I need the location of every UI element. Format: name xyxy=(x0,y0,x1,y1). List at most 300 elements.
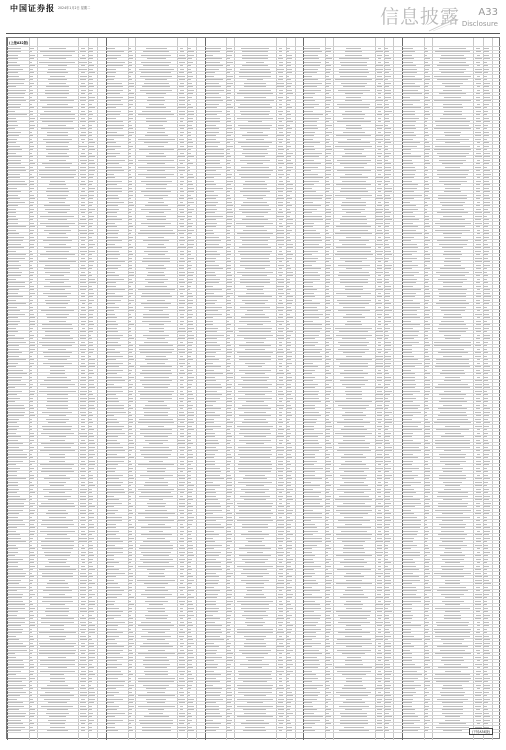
table-cell-text xyxy=(445,583,460,584)
table-cell-text xyxy=(107,58,117,59)
table-cell-text xyxy=(476,191,480,192)
table-cell-text xyxy=(278,146,283,147)
table-cell-text xyxy=(129,55,134,56)
table-cell-text xyxy=(129,590,132,591)
table-cell-text xyxy=(439,478,465,479)
table-cell-text xyxy=(326,230,328,231)
table-cell-text xyxy=(326,153,331,154)
table-cell-text xyxy=(377,412,382,413)
table-cell-text xyxy=(326,62,329,63)
table-cell-text xyxy=(385,625,390,626)
table-cell-text xyxy=(279,107,282,108)
table-cell-text xyxy=(44,247,70,248)
table-cell-text xyxy=(425,422,430,423)
table-cell-text xyxy=(425,86,428,87)
table-cell-text xyxy=(385,566,388,567)
table-cell-text xyxy=(484,594,489,595)
table-cell-text xyxy=(304,48,319,49)
table-cell-text xyxy=(30,727,33,728)
table-cell-text xyxy=(107,345,121,346)
table-cell-text xyxy=(227,650,231,651)
table-cell-text xyxy=(227,104,231,105)
table-cell-text xyxy=(376,356,383,357)
table-cell-text xyxy=(440,373,465,374)
table-cell-text xyxy=(237,685,274,686)
table-cell-text xyxy=(107,587,120,588)
table-cell-text xyxy=(30,107,34,108)
table-cell-text xyxy=(385,86,388,87)
table-cell-text xyxy=(179,279,184,280)
table-row xyxy=(7,617,501,618)
table-cell-text xyxy=(279,209,282,210)
table-cell-text xyxy=(138,167,175,168)
table-cell-text xyxy=(80,692,87,693)
table-cell-text xyxy=(237,426,274,427)
table-cell-text xyxy=(180,342,183,343)
table-cell-text xyxy=(45,90,69,91)
table-cell-text xyxy=(89,142,95,143)
table-cell-text xyxy=(30,111,33,112)
table-row xyxy=(7,221,501,222)
table-cell-text xyxy=(180,433,184,434)
table-cell-text xyxy=(227,559,231,560)
table-cell-text xyxy=(41,622,74,623)
table-cell-text xyxy=(245,303,266,304)
table-cell-text xyxy=(129,387,132,388)
table-cell-text xyxy=(89,191,94,192)
table-cell-text xyxy=(227,352,232,353)
table-cell-text xyxy=(304,597,322,598)
table-cell-text xyxy=(378,286,382,287)
table-cell-text xyxy=(179,660,185,661)
table-row xyxy=(7,701,501,702)
table-cell-text xyxy=(438,384,468,385)
table-row xyxy=(7,319,501,320)
table-cell-text xyxy=(8,331,18,332)
table-cell-text xyxy=(326,356,329,357)
table-cell-text xyxy=(378,93,382,94)
table-cell-text xyxy=(476,153,481,154)
table-cell-text xyxy=(188,142,193,143)
table-cell-text xyxy=(179,328,185,329)
table-cell-text xyxy=(227,251,231,252)
table-cell-text xyxy=(326,268,330,269)
table-cell-text xyxy=(344,419,363,420)
table-cell-text xyxy=(378,601,382,602)
table-cell-text xyxy=(42,324,72,325)
table-cell-text xyxy=(304,174,317,175)
table-row xyxy=(7,676,501,677)
table-cell-text xyxy=(484,142,489,143)
table-cell-text xyxy=(304,310,318,311)
table-cell-text xyxy=(475,272,482,273)
table-cell-text xyxy=(287,293,290,294)
table-cell-text xyxy=(484,520,487,521)
table-cell-text xyxy=(425,433,430,434)
table-cell-text xyxy=(425,142,429,143)
table-cell-text xyxy=(107,51,124,52)
table-cell-text xyxy=(475,240,481,241)
table-cell-text xyxy=(227,562,232,563)
table-cell-text xyxy=(143,447,169,448)
table-cell-text xyxy=(227,219,231,220)
table-cell-text xyxy=(385,394,389,395)
table-cell-text xyxy=(206,562,221,563)
table-cell-text xyxy=(81,601,86,602)
table-cell-text xyxy=(188,156,194,157)
table-cell-text xyxy=(227,597,231,598)
table-cell-text xyxy=(304,338,314,339)
table-cell-text xyxy=(206,366,221,367)
table-cell-text xyxy=(385,373,388,374)
table-cell-text xyxy=(304,293,313,294)
table-cell-text xyxy=(188,384,192,385)
table-cell-text xyxy=(475,573,481,574)
table-cell-text xyxy=(180,573,183,574)
table-cell-text xyxy=(278,702,283,703)
table-cell-text xyxy=(129,65,133,66)
table-cell-text xyxy=(227,331,233,332)
table-cell-text xyxy=(377,625,382,626)
table-cell-text xyxy=(30,198,35,199)
table-cell-text xyxy=(278,727,283,728)
table-cell-text xyxy=(345,55,362,56)
table-cell-text xyxy=(227,160,231,161)
table-cell-text xyxy=(241,608,270,609)
table-cell-text xyxy=(48,499,66,500)
table-row xyxy=(7,403,501,404)
table-cell-text xyxy=(240,128,269,129)
table-cell-text xyxy=(89,272,91,273)
table-cell-text xyxy=(278,79,283,80)
table-cell-text xyxy=(385,149,388,150)
table-cell-text xyxy=(80,590,85,591)
table-row xyxy=(7,263,501,264)
table-cell-text xyxy=(403,636,413,637)
table-cell-text xyxy=(484,303,489,304)
table-cell-text xyxy=(339,58,369,59)
table-cell-text xyxy=(206,258,216,259)
table-cell-text xyxy=(278,482,284,483)
table-cell-text xyxy=(206,72,215,73)
table-cell-text xyxy=(80,300,85,301)
table-cell-text xyxy=(475,345,481,346)
table-cell-text xyxy=(107,548,123,549)
table-cell-text xyxy=(403,174,415,175)
table-row xyxy=(7,228,501,229)
table-cell-text xyxy=(138,391,174,392)
table-cell-text xyxy=(206,419,215,420)
table-cell-text xyxy=(8,552,18,553)
table-cell-text xyxy=(304,660,319,661)
table-cell-text xyxy=(129,394,133,395)
table-cell-text xyxy=(304,587,311,588)
table-cell-text xyxy=(287,569,293,570)
table-cell-text xyxy=(80,580,87,581)
table-cell-text xyxy=(287,300,293,301)
table-cell-text xyxy=(442,569,463,570)
table-cell-text xyxy=(89,706,92,707)
table-cell-text xyxy=(206,615,213,616)
table-cell-text xyxy=(241,205,269,206)
table-cell-text xyxy=(180,65,183,66)
table-cell-text xyxy=(287,191,293,192)
table-cell-text xyxy=(107,590,125,591)
table-cell-text xyxy=(403,156,421,157)
table-cell-text xyxy=(326,496,330,497)
table-cell-text xyxy=(438,534,467,535)
table-cell-text xyxy=(30,125,35,126)
table-cell-text xyxy=(30,531,35,532)
table-cell-text xyxy=(287,527,291,528)
table-cell-text xyxy=(484,370,490,371)
table-cell-text xyxy=(326,643,330,644)
table-cell-text xyxy=(188,457,193,458)
table-cell-text xyxy=(240,111,271,112)
table-cell-text xyxy=(237,118,272,119)
table-cell-text xyxy=(376,79,383,80)
table-cell-text xyxy=(107,657,123,658)
table-cell-text xyxy=(304,216,321,217)
table-cell-text xyxy=(336,510,372,511)
table-cell-text xyxy=(49,594,65,595)
table-cell-text xyxy=(179,636,184,637)
table-row xyxy=(7,148,501,149)
table-cell-text xyxy=(206,601,216,602)
table-cell-text xyxy=(227,639,229,640)
table-cell-text xyxy=(304,132,315,133)
table-cell-text xyxy=(304,104,318,105)
table-cell-text xyxy=(89,394,93,395)
table-cell-text xyxy=(477,76,480,77)
table-cell-text xyxy=(326,146,331,147)
table-cell-text xyxy=(484,604,487,605)
table-cell-text xyxy=(48,296,68,297)
table-cell-text xyxy=(425,279,429,280)
table-cell-text xyxy=(476,188,480,189)
table-cell-text xyxy=(326,506,330,507)
table-cell-text xyxy=(140,429,172,430)
table-cell-text xyxy=(44,230,72,231)
table-cell-text xyxy=(8,720,21,721)
table-cell-text xyxy=(385,104,388,105)
table-cell-text xyxy=(475,167,481,168)
table-cell-text xyxy=(107,184,117,185)
table-cell-text xyxy=(30,384,33,385)
table-row xyxy=(7,505,501,506)
table-cell-text xyxy=(180,706,183,707)
table-cell-text xyxy=(345,93,363,94)
table-cell-text xyxy=(484,223,489,224)
table-cell-text xyxy=(227,443,230,444)
table-cell-text xyxy=(89,594,95,595)
table-cell-text xyxy=(129,219,133,220)
table-cell-text xyxy=(385,139,390,140)
table-row xyxy=(7,470,501,471)
table-cell-text xyxy=(340,720,368,721)
table-cell-text xyxy=(444,380,460,381)
table-cell-text xyxy=(343,317,365,318)
table-cell-text xyxy=(8,296,23,297)
table-cell-text xyxy=(107,576,116,577)
table-cell-text xyxy=(287,433,291,434)
table-cell-text xyxy=(227,618,229,619)
table-cell-text xyxy=(484,349,487,350)
table-cell-text xyxy=(30,170,34,171)
table-cell-text xyxy=(227,153,230,154)
table-cell-text xyxy=(237,170,273,171)
table-cell-text xyxy=(227,338,230,339)
table-cell-text xyxy=(403,261,411,262)
table-cell-text xyxy=(476,398,480,399)
table-row xyxy=(7,256,501,257)
table-cell-text xyxy=(439,300,466,301)
table-cell-text xyxy=(385,503,391,504)
table-cell-text xyxy=(385,72,389,73)
table-cell-text xyxy=(304,107,313,108)
table-cell-text xyxy=(129,125,133,126)
table-cell-text xyxy=(287,97,290,98)
table-cell-text xyxy=(227,611,232,612)
table-cell-text xyxy=(227,496,231,497)
table-cell-text xyxy=(206,233,214,234)
table-cell-text xyxy=(80,408,87,409)
table-cell-text xyxy=(484,622,489,623)
table-cell-text xyxy=(484,436,487,437)
table-cell-text xyxy=(179,615,185,616)
table-cell-text xyxy=(107,678,118,679)
table-cell-text xyxy=(376,573,383,574)
table-row xyxy=(7,428,501,429)
table-cell-text xyxy=(227,419,230,420)
table-cell-text xyxy=(206,412,215,413)
table-cell-text xyxy=(129,597,135,598)
table-cell-text xyxy=(376,667,383,668)
table-cell-text xyxy=(45,272,70,273)
table-cell-text xyxy=(140,433,172,434)
table-cell-text xyxy=(89,709,92,710)
table-cell-text xyxy=(377,391,383,392)
table-cell-text xyxy=(241,114,269,115)
table-cell-text xyxy=(326,419,329,420)
table-cell-text xyxy=(89,380,94,381)
table-cell-text xyxy=(475,485,482,486)
table-cell-text xyxy=(378,48,381,49)
table-cell-text xyxy=(441,531,464,532)
table-cell-text xyxy=(227,412,232,413)
table-cell-text xyxy=(278,170,283,171)
table-cell-text xyxy=(287,412,291,413)
table-cell-text xyxy=(107,468,116,469)
table-cell-text xyxy=(403,538,414,539)
table-cell-text xyxy=(385,188,391,189)
table-cell-text xyxy=(89,618,95,619)
table-row xyxy=(7,445,501,446)
table-cell-text xyxy=(129,534,132,535)
table-cell-text xyxy=(425,202,427,203)
table-cell-text xyxy=(30,401,33,402)
table-cell-text xyxy=(377,405,382,406)
table-cell-text xyxy=(30,692,32,693)
table-cell-text xyxy=(180,286,184,287)
table-row xyxy=(7,333,501,334)
table-cell-text xyxy=(240,237,270,238)
table-cell-text xyxy=(89,83,93,84)
table-cell-text xyxy=(30,331,32,332)
table-cell-text xyxy=(385,93,391,94)
table-cell-text xyxy=(239,72,271,73)
table-cell-text xyxy=(129,587,133,588)
table-cell-text xyxy=(89,321,93,322)
table-cell-text xyxy=(434,629,471,630)
table-cell-text xyxy=(227,685,231,686)
table-cell-text xyxy=(48,359,68,360)
table-cell-text xyxy=(188,65,191,66)
table-cell-text xyxy=(279,440,283,441)
table-cell-text xyxy=(129,338,134,339)
table-cell-text xyxy=(434,100,471,101)
table-cell-text xyxy=(146,356,166,357)
table-cell-text xyxy=(385,331,388,332)
table-cell-text xyxy=(439,401,467,402)
table-cell-text xyxy=(403,328,413,329)
table-cell-text xyxy=(484,307,487,308)
table-row xyxy=(7,260,501,261)
table-cell-text xyxy=(227,128,231,129)
table-cell-text xyxy=(277,83,284,84)
table-cell-text xyxy=(425,632,428,633)
table-cell-text xyxy=(46,587,70,588)
table-cell-text xyxy=(206,86,221,87)
table-cell-text xyxy=(188,503,191,504)
table-cell-text xyxy=(336,135,371,136)
table-cell-text xyxy=(188,328,194,329)
table-cell-text xyxy=(42,107,73,108)
table-cell-text xyxy=(8,100,26,101)
table-cell-text xyxy=(403,594,415,595)
table-cell-text xyxy=(304,426,314,427)
table-cell-text xyxy=(179,716,185,717)
table-cell-text xyxy=(227,709,230,710)
table-cell-text xyxy=(385,450,391,451)
table-cell-text xyxy=(476,184,480,185)
table-cell-text xyxy=(339,706,369,707)
table-cell-text xyxy=(48,559,67,560)
table-cell-text xyxy=(80,447,86,448)
table-cell-text xyxy=(140,398,173,399)
table-cell-text xyxy=(484,569,487,570)
table-cell-text xyxy=(278,128,283,129)
table-cell-text xyxy=(304,412,319,413)
table-cell-text xyxy=(346,212,361,213)
table-cell-text xyxy=(484,566,489,567)
table-cell-text xyxy=(385,300,388,301)
table-cell-text xyxy=(403,275,414,276)
table-row xyxy=(7,711,501,712)
table-cell-text xyxy=(340,258,367,259)
table-cell-text xyxy=(227,426,232,427)
table-cell-text xyxy=(287,72,292,73)
table-cell-text xyxy=(438,289,467,290)
table-cell-text xyxy=(287,202,290,203)
table-cell-text xyxy=(287,587,293,588)
table-cell-text xyxy=(206,513,214,514)
table-cell-text xyxy=(287,286,290,287)
table-cell-text xyxy=(403,384,415,385)
table-cell-text xyxy=(30,391,35,392)
table-cell-text xyxy=(403,405,419,406)
table-cell-text xyxy=(45,93,69,94)
